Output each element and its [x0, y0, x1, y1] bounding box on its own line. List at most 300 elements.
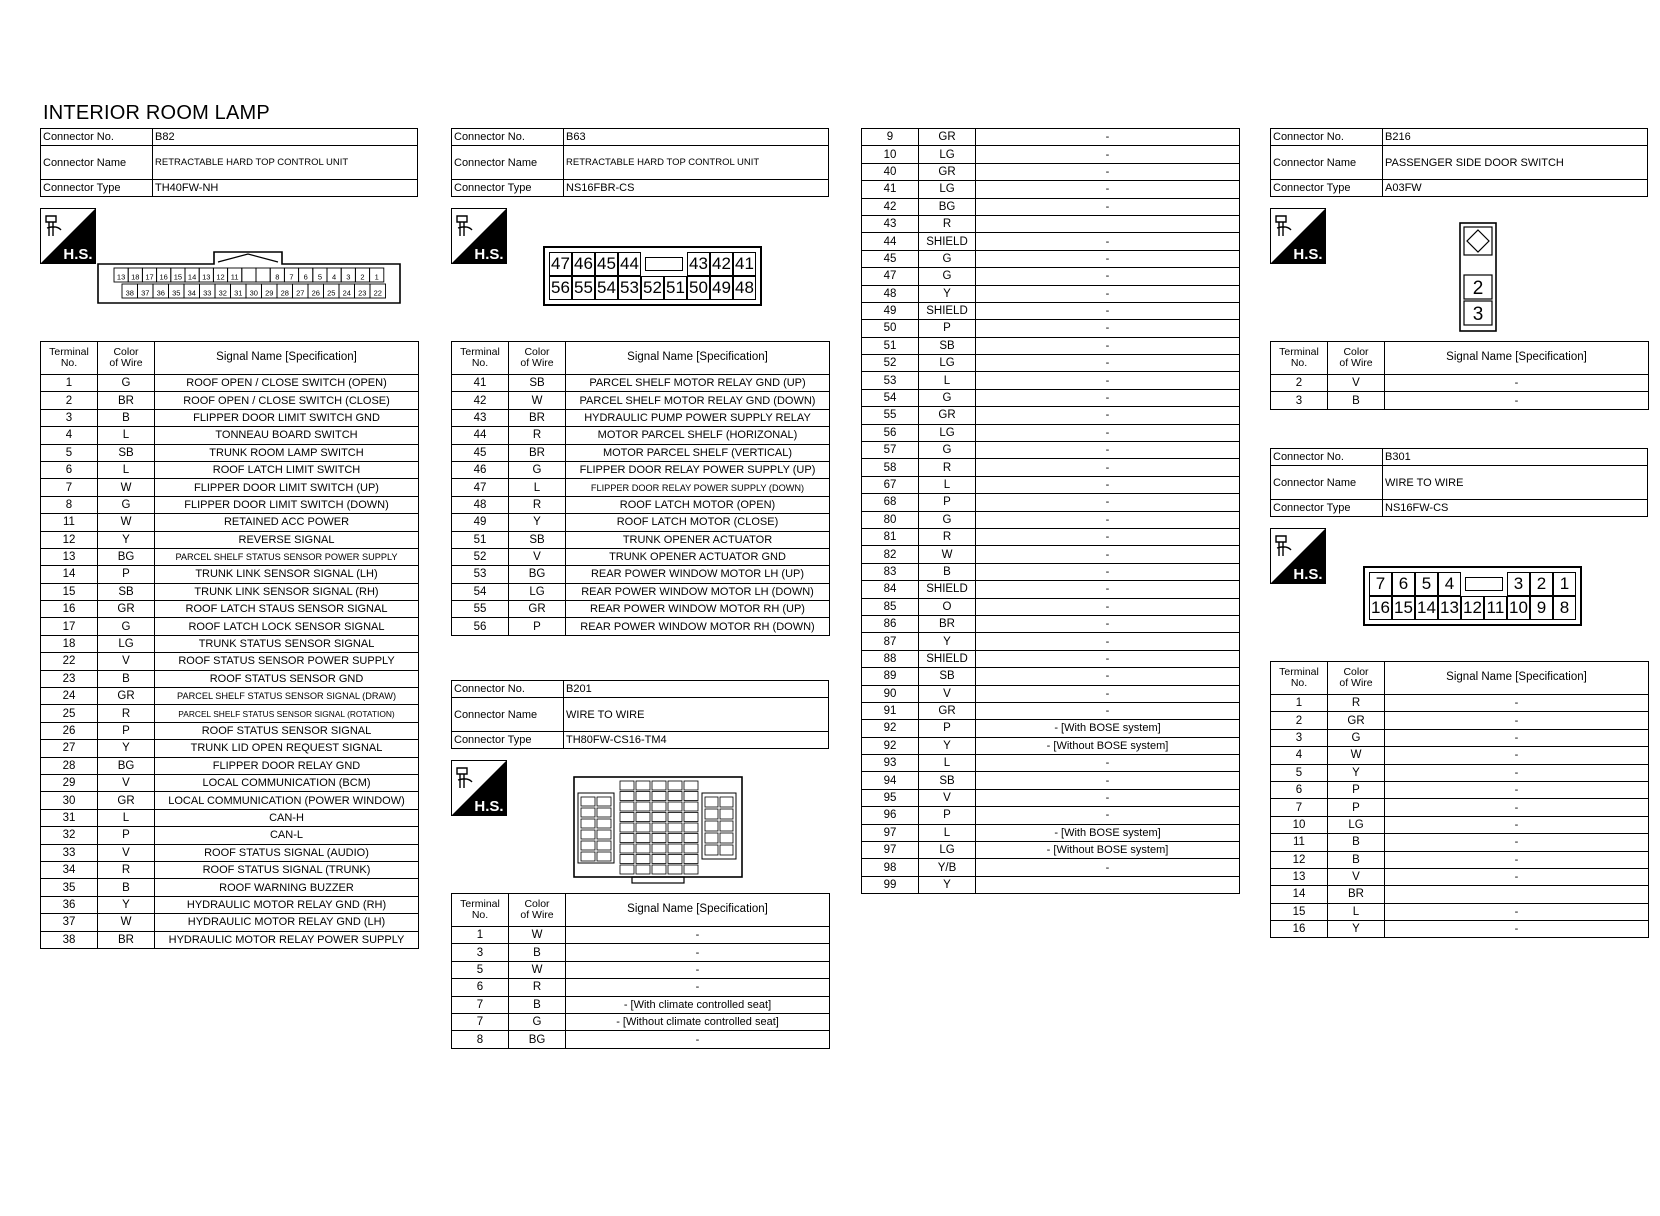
- terminal-cell: 6: [452, 979, 509, 996]
- page-title: INTERIOR ROOM LAMP: [43, 102, 270, 124]
- pin-cell: [1461, 572, 1507, 596]
- table-row: [452, 392, 830, 409]
- terminal-cell: 10: [1271, 816, 1328, 833]
- color-cell: G: [919, 511, 976, 528]
- connector-name-value: WIRE TO WIRE: [564, 698, 829, 732]
- terminal-cell: 55: [452, 601, 509, 618]
- signal-cell: PARCEL SHELF MOTOR RELAY GND (UP): [566, 375, 830, 392]
- table-row: [862, 859, 1240, 876]
- signal-cell: -: [976, 459, 1240, 476]
- connector-type-value: NS16FBR-CS: [564, 180, 829, 197]
- connector-no-label: Connector No.: [452, 129, 564, 146]
- color-cell: V: [509, 548, 566, 565]
- signal-cell: -: [976, 668, 1240, 685]
- table-row: [862, 285, 1240, 302]
- signal-cell: -: [976, 424, 1240, 441]
- signal-cell: -: [1385, 799, 1649, 816]
- connector-type-value: TH40FW-NH: [153, 180, 418, 197]
- connector-no-value: B216: [1383, 129, 1648, 146]
- color-cell: G: [98, 618, 155, 635]
- signal-cell: -: [1385, 816, 1649, 833]
- pin-label: 2: [360, 272, 365, 282]
- connector-b201: [451, 680, 829, 749]
- terminal-cell: 67: [862, 476, 919, 493]
- table-row: [862, 546, 1240, 563]
- signal-cell: FLIPPER DOOR LIMIT SWITCH GND: [155, 409, 419, 426]
- pin-cell: 52: [641, 276, 664, 300]
- color-cell: LG: [919, 146, 976, 163]
- color-cell: V: [98, 774, 155, 791]
- terminal-cell: 6: [1271, 781, 1328, 798]
- table-row: [452, 444, 830, 461]
- pin-cell: 47: [549, 252, 572, 276]
- color-cell: W: [509, 927, 566, 944]
- pin-label: 25: [327, 288, 336, 298]
- terminal-cell: 42: [862, 198, 919, 215]
- table-row: [41, 635, 419, 652]
- terminal-cell: 7: [452, 996, 509, 1013]
- signal-cell: REAR POWER WINDOW MOTOR LH (UP): [566, 566, 830, 583]
- signal-cell: MOTOR PARCEL SHELF (HORIZONAL): [566, 427, 830, 444]
- color-cell: R: [919, 459, 976, 476]
- connector-name-label: Connector Name: [452, 146, 564, 180]
- color-cell: GR: [98, 601, 155, 618]
- color-cell: B: [919, 563, 976, 580]
- color-cell: Y: [919, 285, 976, 302]
- table-row: [452, 583, 830, 600]
- table-row: [41, 757, 419, 774]
- pin-label: 1: [374, 272, 379, 282]
- color-cell: GR: [98, 688, 155, 705]
- signal-cell: HYDRAULIC MOTOR RELAY GND (RH): [155, 896, 419, 913]
- terminal-cell: 43: [452, 409, 509, 426]
- terminal-cell: 32: [41, 827, 98, 844]
- terminal-cell: 50: [862, 320, 919, 337]
- color-cell: G: [98, 375, 155, 392]
- signal-cell: -: [1385, 712, 1649, 729]
- terminal-cell: 3: [452, 944, 509, 961]
- color-cell: W: [98, 514, 155, 531]
- signal-cell: -: [976, 581, 1240, 598]
- pin-cell: 42: [710, 252, 733, 276]
- table-row: [862, 302, 1240, 319]
- terminal-cell: 36: [41, 896, 98, 913]
- terminal-cell: 13: [41, 548, 98, 565]
- signal-cell: - [With BOSE system]: [976, 824, 1240, 841]
- table-row: [862, 163, 1240, 180]
- connector-no-label: Connector No.: [41, 129, 153, 146]
- signal-cell: -: [976, 250, 1240, 267]
- connector-type-value: NS16FW-CS: [1383, 500, 1648, 517]
- connector-type-label: Connector Type: [452, 732, 564, 749]
- signal-cell: -: [976, 129, 1240, 146]
- connector-b82: [40, 128, 418, 197]
- table-row: [41, 392, 419, 409]
- color-header: Color of Wire: [1328, 662, 1385, 695]
- signal-cell: REAR POWER WINDOW MOTOR RH (DOWN): [566, 618, 830, 635]
- color-cell: SB: [919, 668, 976, 685]
- terminal-cell: 56: [452, 618, 509, 635]
- color-cell: L: [98, 809, 155, 826]
- pin-cell: 50: [687, 276, 710, 300]
- pin-label: 31: [234, 288, 243, 298]
- signal-cell: -: [566, 927, 830, 944]
- terminal-cell: 4: [41, 427, 98, 444]
- terminal-cell: 14: [1271, 886, 1328, 903]
- color-cell: P: [509, 618, 566, 635]
- connector-name-value: RETRACTABLE HARD TOP CONTROL UNIT: [564, 146, 829, 180]
- color-cell: G: [919, 389, 976, 406]
- terminal-cell: 84: [862, 581, 919, 598]
- signal-cell: -: [976, 494, 1240, 511]
- table-row: [862, 372, 1240, 389]
- signal-cell: REAR POWER WINDOW MOTOR LH (DOWN): [566, 583, 830, 600]
- terminal-cell: 90: [862, 685, 919, 702]
- connector-type-label: Connector Type: [1271, 180, 1383, 197]
- terminal-cell: 15: [41, 583, 98, 600]
- signal-cell: TRUNK OPENER ACTUATOR: [566, 531, 830, 548]
- table-row: [452, 927, 830, 944]
- table-row: [452, 1031, 830, 1048]
- table-row: [862, 772, 1240, 789]
- color-cell: BR: [1328, 886, 1385, 903]
- harness-side-icon: [451, 760, 507, 816]
- pin-cell: 48: [733, 276, 756, 300]
- hs-label: H.S.: [1293, 246, 1323, 263]
- pin-label: 14: [187, 272, 197, 282]
- table-row: [452, 566, 830, 583]
- table-row: [452, 496, 830, 513]
- signal-cell: - [With climate controlled seat]: [566, 996, 830, 1013]
- table-row: [41, 427, 419, 444]
- terminal-cell: 25: [41, 705, 98, 722]
- terminal-cell: 28: [41, 757, 98, 774]
- hs-label: H.S.: [1293, 566, 1323, 583]
- terminal-cell: 43: [862, 215, 919, 232]
- signal-header: Signal Name [Specification]: [566, 894, 830, 927]
- color-cell: SB: [98, 444, 155, 461]
- table-row: [452, 979, 830, 996]
- pin-cell: 10: [1507, 596, 1530, 620]
- connector-name-label: Connector Name: [452, 698, 564, 732]
- color-cell: V: [1328, 868, 1385, 885]
- pin-label: 13: [202, 272, 211, 282]
- color-cell: V: [98, 844, 155, 861]
- terminal-cell: 35: [41, 879, 98, 896]
- connector-b201-face: [572, 775, 744, 885]
- table-row: [862, 789, 1240, 806]
- signal-cell: -: [976, 198, 1240, 215]
- terminal-cell: 16: [41, 601, 98, 618]
- terminal-cell: 46: [452, 461, 509, 478]
- color-cell: R: [98, 861, 155, 878]
- terminal-cell: 95: [862, 789, 919, 806]
- pin-label: 32: [218, 288, 227, 298]
- terminal-cell: 51: [862, 337, 919, 354]
- color-cell: LG: [98, 635, 155, 652]
- color-cell: V: [98, 653, 155, 670]
- terminal-cell: 27: [41, 740, 98, 757]
- table-row: [862, 650, 1240, 667]
- color-cell: L: [919, 372, 976, 389]
- color-header: Color of Wire: [509, 342, 566, 375]
- signal-cell: ROOF LATCH MOTOR (CLOSE): [566, 514, 830, 531]
- pin-label: 22: [373, 288, 382, 298]
- color-cell: BG: [98, 548, 155, 565]
- signal-cell: TRUNK LINK SENSOR SIGNAL (RH): [155, 583, 419, 600]
- signal-cell: -: [976, 320, 1240, 337]
- harness-side-icon: [451, 208, 507, 264]
- signal-cell: ROOF STATUS SIGNAL (TRUNK): [155, 861, 419, 878]
- table-row: [862, 528, 1240, 545]
- color-cell: W: [919, 546, 976, 563]
- connector-name-value: WIRE TO WIRE: [1383, 466, 1648, 500]
- terminal-cell: 91: [862, 702, 919, 719]
- harness-side-icon: [1270, 528, 1326, 584]
- table-row: [862, 424, 1240, 441]
- signal-cell: ROOF WARNING BUZZER: [155, 879, 419, 896]
- connector-no-value: B82: [153, 129, 418, 146]
- connector-no-value: B301: [1383, 449, 1648, 466]
- pin-label: 28: [280, 288, 289, 298]
- color-cell: P: [98, 566, 155, 583]
- table-row: [862, 842, 1240, 859]
- connector-type-label: Connector Type: [41, 180, 153, 197]
- table-row: [1271, 764, 1649, 781]
- terminal-cell: 17: [41, 618, 98, 635]
- signal-cell: - [Without BOSE system]: [976, 737, 1240, 754]
- connector-info-table: [1270, 448, 1648, 517]
- table-row: [1271, 886, 1649, 903]
- signal-cell: FLIPPER DOOR RELAY POWER SUPPLY (DOWN): [566, 479, 830, 496]
- signal-cell: MOTOR PARCEL SHELF (VERTICAL): [566, 444, 830, 461]
- terminal-cell: 44: [452, 427, 509, 444]
- signal-cell: - [Without BOSE system]: [976, 842, 1240, 859]
- color-cell: B: [98, 409, 155, 426]
- terminal-cell: 37: [41, 914, 98, 931]
- color-cell: Y: [1328, 921, 1385, 938]
- connector-b301: [1270, 448, 1648, 517]
- color-cell: B: [98, 879, 155, 896]
- signal-cell: PARCEL SHELF STATUS SENSOR SIGNAL (DRAW): [155, 688, 419, 705]
- color-cell: G: [919, 442, 976, 459]
- connector-no-label: Connector No.: [452, 681, 564, 698]
- table-row: [41, 444, 419, 461]
- color-cell: LG: [919, 842, 976, 859]
- connector-type-value: TH80FW-CS16-TM4: [564, 732, 829, 749]
- color-cell: LG: [919, 181, 976, 198]
- color-cell: R: [919, 215, 976, 232]
- table-row: [452, 1013, 830, 1030]
- terminal-cell: 2: [1271, 712, 1328, 729]
- pin-cell: 54: [595, 276, 618, 300]
- pin-cell: 6: [1392, 572, 1415, 596]
- terminal-cell: 54: [452, 583, 509, 600]
- signal-cell: LOCAL COMMUNICATION (POWER WINDOW): [155, 792, 419, 809]
- table-row: [41, 827, 419, 844]
- signal-cell: -: [976, 772, 1240, 789]
- color-cell: W: [509, 392, 566, 409]
- terminal-cell: 85: [862, 598, 919, 615]
- color-cell: V: [919, 789, 976, 806]
- terminal-cell: 2: [1271, 375, 1328, 392]
- terminal-cell: 56: [862, 424, 919, 441]
- connector-b216-face: [1459, 222, 1497, 332]
- signal-cell: ROOF OPEN / CLOSE SWITCH (OPEN): [155, 375, 419, 392]
- signal-cell: TRUNK LID OPEN REQUEST SIGNAL: [155, 740, 419, 757]
- connector-type-label: Connector Type: [452, 180, 564, 197]
- signal-cell: ROOF STATUS SIGNAL (AUDIO): [155, 844, 419, 861]
- color-cell: BG: [509, 566, 566, 583]
- terminal-cell: 30: [41, 792, 98, 809]
- terminal-cell: 41: [862, 181, 919, 198]
- signal-cell: -: [976, 702, 1240, 719]
- table-row: [862, 389, 1240, 406]
- terminal-cell: 1: [1271, 695, 1328, 712]
- signal-cell: HYDRAULIC PUMP POWER SUPPLY RELAY: [566, 409, 830, 426]
- terminal-cell: 42: [452, 392, 509, 409]
- terminal-cell: 9: [862, 129, 919, 146]
- terminal-cell: 14: [41, 566, 98, 583]
- table-row: [452, 409, 830, 426]
- color-cell: R: [509, 427, 566, 444]
- signal-cell: ROOF OPEN / CLOSE SWITCH (CLOSE): [155, 392, 419, 409]
- terminal-header: Terminal No.: [41, 342, 98, 375]
- signal-cell: ROOF LATCH MOTOR (OPEN): [566, 496, 830, 513]
- table-row: [862, 633, 1240, 650]
- pin-cell: 49: [710, 276, 733, 300]
- signal-cell: -: [976, 546, 1240, 563]
- color-cell: LG: [509, 583, 566, 600]
- color-cell: GR: [919, 129, 976, 146]
- signal-cell: -: [1385, 747, 1649, 764]
- signal-cell: TRUNK OPENER ACTUATOR GND: [566, 548, 830, 565]
- terminal-cell: 52: [862, 355, 919, 372]
- table-row: [41, 670, 419, 687]
- table-row: [41, 601, 419, 618]
- terminal-table-b301: [1270, 661, 1649, 938]
- table-row: [862, 129, 1240, 146]
- terminal-cell: 83: [862, 563, 919, 580]
- terminal-cell: 52: [452, 548, 509, 565]
- signal-cell: -: [1385, 851, 1649, 868]
- table-row: [452, 548, 830, 565]
- color-cell: W: [1328, 747, 1385, 764]
- signal-cell: ROOF LATCH LOCK SENSOR SIGNAL: [155, 618, 419, 635]
- connector-type-value: A03FW: [1383, 180, 1648, 197]
- signal-cell: ROOF STATUS SENSOR GND: [155, 670, 419, 687]
- terminal-cell: 11: [1271, 834, 1328, 851]
- terminal-cell: 8: [452, 1031, 509, 1048]
- table-row: [1271, 712, 1649, 729]
- color-cell: G: [98, 496, 155, 513]
- color-cell: R: [1328, 695, 1385, 712]
- table-row: [862, 581, 1240, 598]
- color-cell: R: [98, 705, 155, 722]
- signal-cell: -: [976, 181, 1240, 198]
- connector-name-value: RETRACTABLE HARD TOP CONTROL UNIT: [153, 146, 418, 180]
- table-row: [452, 514, 830, 531]
- table-row: [1271, 747, 1649, 764]
- signal-cell: -: [976, 389, 1240, 406]
- terminal-cell: 5: [1271, 764, 1328, 781]
- color-cell: P: [919, 720, 976, 737]
- color-cell: G: [919, 250, 976, 267]
- table-row: [862, 181, 1240, 198]
- signal-cell: -: [976, 859, 1240, 876]
- color-cell: V: [1328, 375, 1385, 392]
- table-row: [452, 427, 830, 444]
- color-cell: R: [509, 496, 566, 513]
- terminal-cell: 23: [41, 670, 98, 687]
- terminal-header: Terminal No.: [452, 342, 509, 375]
- color-cell: BR: [98, 392, 155, 409]
- pin-cell: 1: [1553, 572, 1576, 596]
- color-cell: BR: [98, 931, 155, 948]
- terminal-cell: 8: [41, 496, 98, 513]
- signal-cell: CAN-H: [155, 809, 419, 826]
- signal-cell: - [Without climate controlled seat]: [566, 1013, 830, 1030]
- color-cell: GR: [509, 601, 566, 618]
- terminal-cell: 5: [41, 444, 98, 461]
- terminal-cell: 10: [862, 146, 919, 163]
- color-cell: L: [98, 461, 155, 478]
- signal-cell: HYDRAULIC MOTOR RELAY GND (LH): [155, 914, 419, 931]
- terminal-cell: 31: [41, 809, 98, 826]
- color-cell: Y: [98, 740, 155, 757]
- table-row: [1271, 375, 1649, 392]
- table-row: [862, 755, 1240, 772]
- terminal-cell: 18: [41, 635, 98, 652]
- terminal-cell: 47: [452, 479, 509, 496]
- connector-info-table: [451, 128, 829, 197]
- signal-cell: -: [976, 476, 1240, 493]
- pin-label: 38: [125, 288, 134, 298]
- table-row: [1271, 729, 1649, 746]
- color-cell: GR: [98, 792, 155, 809]
- table-row: [862, 720, 1240, 737]
- color-cell: Y: [1328, 764, 1385, 781]
- terminal-cell: 44: [862, 233, 919, 250]
- terminal-cell: 41: [452, 375, 509, 392]
- color-cell: BG: [98, 757, 155, 774]
- pin-label: 29: [265, 288, 274, 298]
- signal-cell: FLIPPER DOOR RELAY GND: [155, 757, 419, 774]
- pin-cell: 2: [1530, 572, 1553, 596]
- pin-label: 4: [332, 272, 337, 282]
- table-row: [452, 461, 830, 478]
- signal-cell: -: [566, 961, 830, 978]
- table-row: [862, 459, 1240, 476]
- signal-cell: -: [976, 807, 1240, 824]
- signal-cell: LOCAL COMMUNICATION (BCM): [155, 774, 419, 791]
- terminal-cell: 45: [452, 444, 509, 461]
- color-cell: L: [1328, 903, 1385, 920]
- table-row: [1271, 834, 1649, 851]
- color-cell: GR: [919, 163, 976, 180]
- signal-cell: -: [976, 233, 1240, 250]
- table-row: [862, 824, 1240, 841]
- terminal-cell: 26: [41, 722, 98, 739]
- color-cell: B: [1328, 851, 1385, 868]
- signal-cell: -: [1385, 764, 1649, 781]
- pin-cell: 14: [1415, 596, 1438, 620]
- terminal-cell: 53: [862, 372, 919, 389]
- terminal-cell: 34: [41, 861, 98, 878]
- pin-label: 3: [1472, 304, 1484, 325]
- table-row: [862, 563, 1240, 580]
- table-row: [1271, 868, 1649, 885]
